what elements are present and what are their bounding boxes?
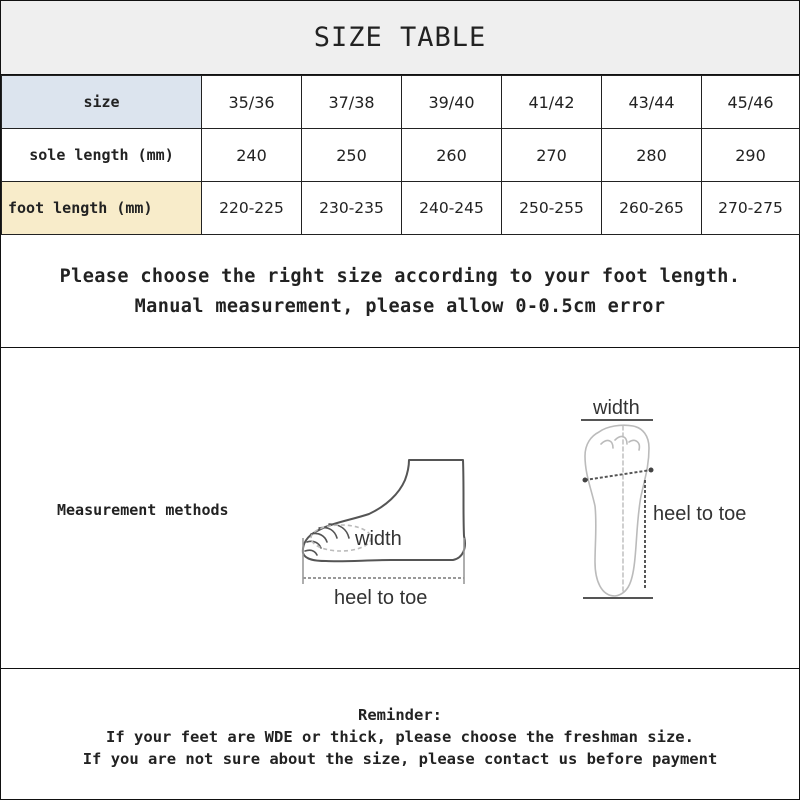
sole-length-cell: 250 (302, 129, 402, 182)
table-row (2, 182, 800, 235)
top-heel-to-toe-label: heel to toe (653, 503, 747, 525)
top-width-label: width (593, 397, 640, 419)
size-cell: 39/40 (402, 76, 502, 129)
size-cell: 43/44 (602, 76, 702, 129)
foot-length-cell: 220-225 (202, 182, 302, 235)
sole-length-cell: 240 (202, 129, 302, 182)
reminder-line-2: If you are not sure about the size, please contact us before payment (82, 750, 718, 768)
sole-length-cell: 280 (602, 129, 702, 182)
page-title: SIZE TABLE (1, 1, 799, 75)
side-heel-to-toe-label: heel to toe (334, 587, 428, 609)
notice-line-1: Please choose the right size according to your foot length. (59, 266, 741, 287)
measurement-diagrams (1, 348, 799, 668)
row-label-foot-length: foot length (mm) (2, 182, 202, 235)
size-cell: 41/42 (502, 76, 602, 129)
row-label-sole-length: sole length (mm) (2, 129, 202, 182)
top-width-measure-line (583, 468, 654, 483)
measurement-methods-label: Measurement methods (57, 501, 229, 519)
reminder-section (1, 669, 799, 798)
measurement-section (1, 348, 799, 669)
notice-line-2: Manual measurement, please allow 0-0.5cm error (134, 296, 666, 317)
size-table (1, 75, 800, 235)
size-cell: 45/46 (702, 76, 800, 129)
reminder-title: Reminder: (358, 706, 442, 724)
size-cell: 35/36 (202, 76, 302, 129)
sole-length-cell: 260 (402, 129, 502, 182)
table-row (2, 129, 800, 182)
side-width-label: width (355, 528, 402, 550)
sole-length-cell: 270 (502, 129, 602, 182)
top-foot-illustration (585, 425, 649, 596)
foot-length-cell: 270-275 (702, 182, 800, 235)
foot-length-cell: 230-235 (302, 182, 402, 235)
row-label-size: size (2, 76, 202, 129)
size-cell: 37/38 (302, 76, 402, 129)
sole-length-cell: 290 (702, 129, 800, 182)
foot-length-cell: 240-245 (402, 182, 502, 235)
foot-length-cell: 260-265 (602, 182, 702, 235)
notice-section (1, 236, 799, 348)
foot-length-cell: 250-255 (502, 182, 602, 235)
reminder-line-1: If your feet are WDE or thick, please choose the freshman size. (106, 728, 694, 746)
table-row (2, 76, 800, 129)
